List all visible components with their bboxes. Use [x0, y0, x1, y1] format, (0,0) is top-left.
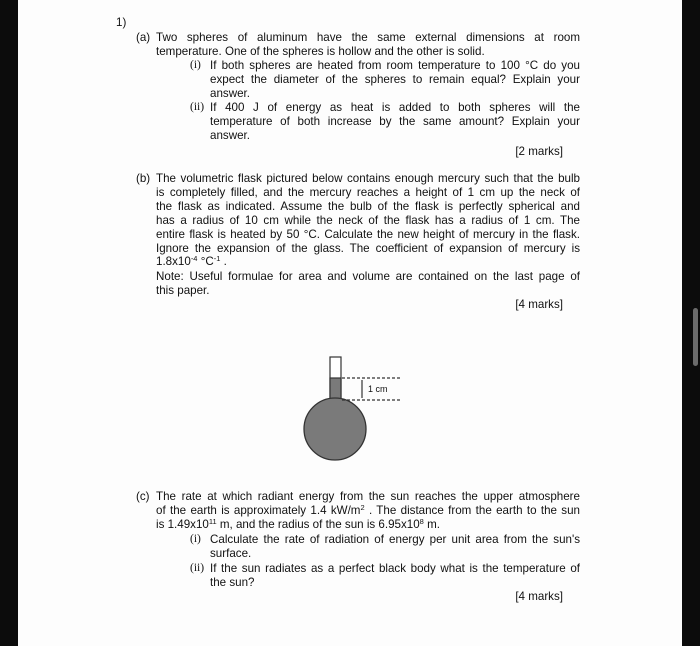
part-a-ii-line-1: If 400 J of energy as heat is added to both spheres will the — [210, 101, 580, 114]
part-a-ii-line-3: answer. — [210, 129, 250, 142]
part-b-line-3: the flask as indicated. Assume the bulb of the flask is perfectly spherical and — [156, 200, 580, 213]
part-b-line-1: The volumetric flask pictured below contains enough mercury such that the bulb — [156, 172, 580, 185]
part-b-note-line-1: Note: Useful formulae for area and volume are contained on the last page of — [156, 270, 580, 283]
part-c-marks: [4 marks] — [515, 590, 563, 603]
part-b-line-6: Ignore the expansion of the glass. The coefficient of expansion of mercury is — [156, 242, 580, 255]
part-c-ii-line-2: the sun? — [210, 576, 255, 589]
coef-unit: °C — [197, 255, 214, 268]
document-page — [18, 0, 682, 646]
distance-value: is 1.49x10 — [156, 518, 209, 531]
part-c-i-line-2: surface. — [210, 547, 252, 560]
part-c-i-label: (i) — [190, 533, 201, 545]
part-a-ii-label: (ii) — [190, 101, 205, 113]
volumetric-flask-diagram — [298, 350, 408, 462]
part-a-i-line-1: If both spheres are heated from room temperature to 100 °C do you — [210, 59, 580, 72]
part-c-label: (c) — [136, 490, 150, 503]
part-c-ii-line-1: If the sun radiates as a perfect black body what is the temperature of — [210, 562, 580, 575]
irradiance-text: of the earth is approximately 1.4 kW/m — [156, 504, 361, 517]
part-b-line-2: is completely filled, and the mercury reaches a height of 1 cm up the neck of — [156, 186, 580, 199]
coef-end: . — [220, 255, 227, 268]
part-b-line-5: entire flask is heated by 50 °C. Calculate the new height of mercury in the flask. — [156, 228, 580, 241]
distance-exponent: 11 — [208, 517, 217, 526]
part-a-ii-line-2: temperature of both increase by the same amount? Explain your — [210, 115, 580, 128]
part-a-i-label: (i) — [190, 59, 201, 71]
coef-base: 1.8x10 — [156, 255, 191, 268]
question-number: 1) — [116, 16, 127, 29]
distance-intro-text: . The distance from the earth to the sun — [364, 504, 580, 517]
part-a-i-line-3: answer. — [210, 87, 250, 100]
radius-unit: m. — [423, 518, 440, 531]
coef-exponent: -4 — [190, 254, 198, 263]
part-b-note-line-2: this paper. — [156, 284, 210, 297]
part-a-label: (a) — [136, 31, 151, 44]
part-c-i-line-1: Calculate the rate of radiation of energy per unit area from the sun's — [210, 533, 580, 546]
radius-text: m, and the radius of the sun is 6.95x10 — [216, 518, 420, 531]
part-a-marks: [2 marks] — [515, 145, 563, 158]
radius-exponent: 8 — [419, 517, 424, 526]
scrollbar-thumb[interactable] — [693, 308, 698, 366]
part-c-line-3 — [156, 518, 440, 532]
part-b-marks: [4 marks] — [515, 298, 563, 311]
coef-unit-exponent: -1 — [213, 254, 221, 263]
part-a-i-line-2: expect the diameter of the spheres to remain equal? Explain your — [210, 73, 580, 86]
part-c-ii-label: (ii) — [190, 562, 205, 574]
part-a-line-1: Two spheres of aluminum have the same external dimensions at room — [156, 31, 580, 44]
part-c-line-1: The rate at which radiant energy from the sun reaches the upper atmosphere — [156, 490, 580, 503]
part-b-line-4: has a radius of 10 cm while the neck of the flask has a radius of 1 cm. The — [156, 214, 580, 227]
part-b-label: (b) — [136, 172, 151, 185]
part-c-line-2 — [156, 504, 580, 518]
irradiance-exponent: 2 — [360, 503, 365, 512]
flask-bulb — [304, 398, 366, 460]
mercury-column — [330, 378, 341, 399]
part-b-coefficient — [156, 255, 227, 269]
height-label: 1 cm — [368, 384, 388, 394]
part-a-line-2: temperature. One of the spheres is hollow and the other is solid. — [156, 45, 485, 58]
